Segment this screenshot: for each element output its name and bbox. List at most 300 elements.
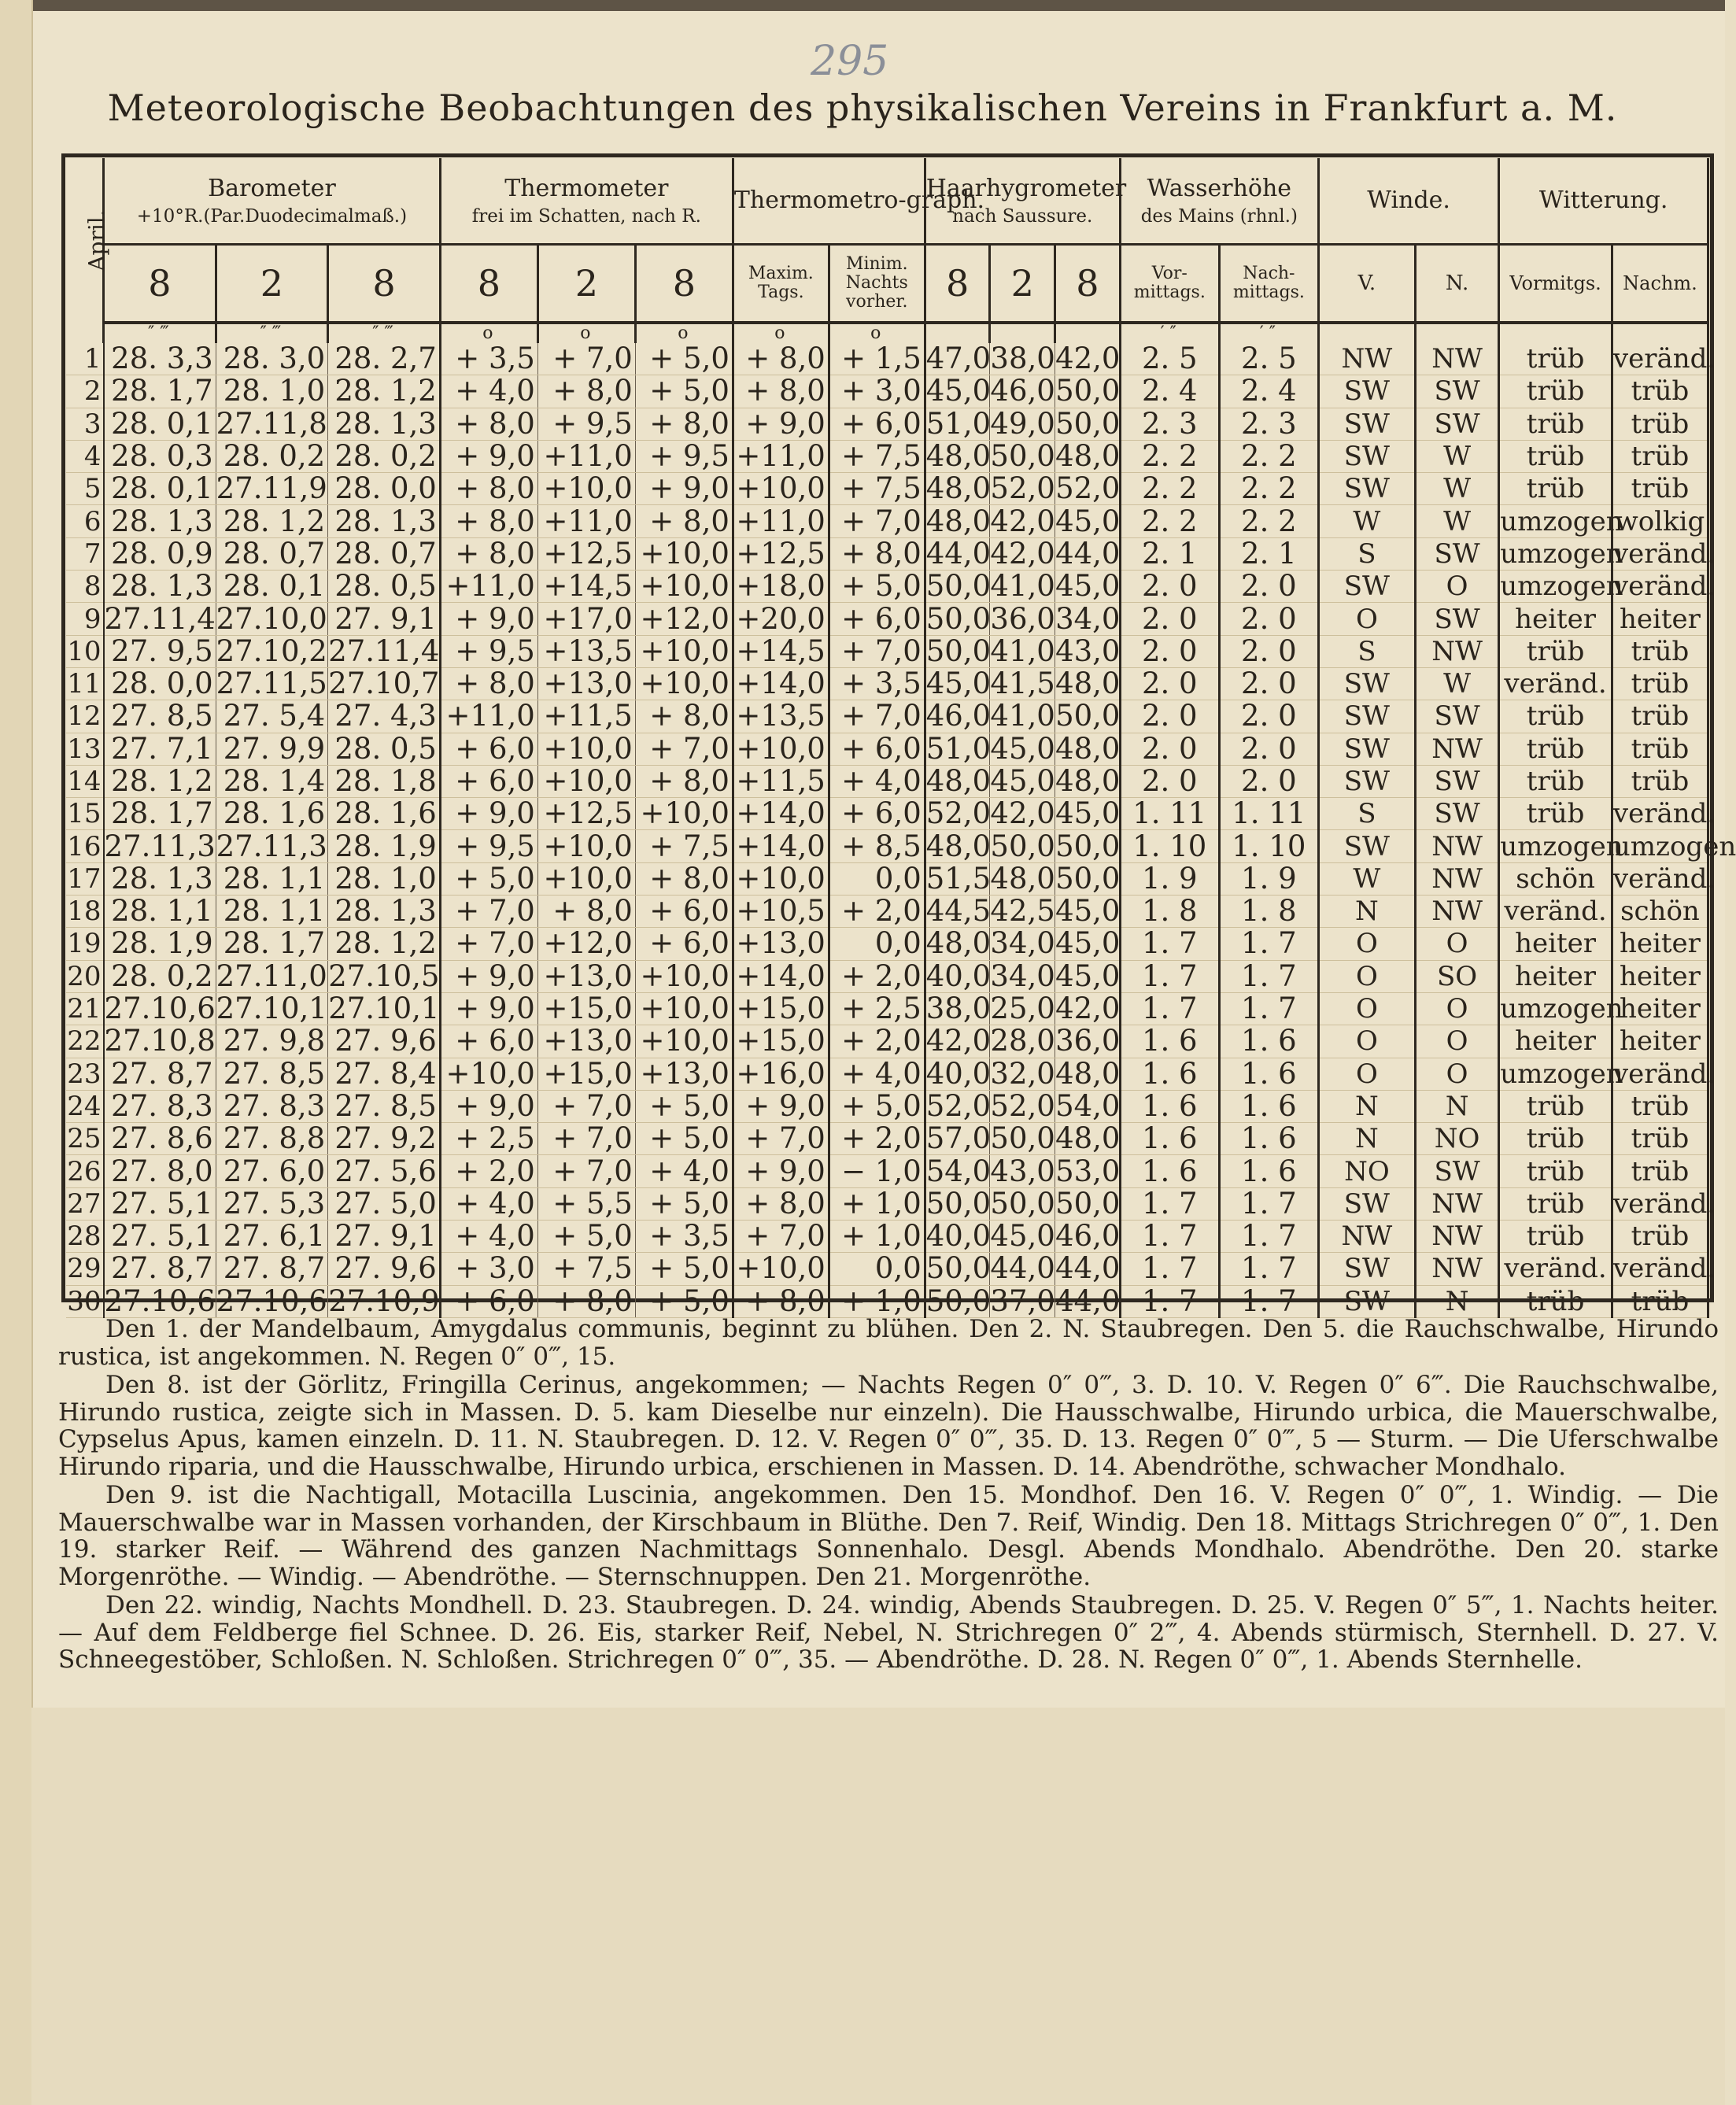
water-vormittags: 1. 10 (1120, 830, 1219, 862)
barometer-header: Barometer +10°R.(Par.Duodecimalmaß.) (104, 158, 441, 245)
day-cell: 24 (66, 1090, 104, 1122)
thermometer-8: + 7,0 (440, 896, 537, 928)
table-row (66, 505, 1708, 537)
hygrometer-8b: 50,0 (1055, 861, 1121, 896)
barometer-8: 27. 5,1 (104, 1187, 216, 1220)
table-row (66, 830, 1708, 862)
weather-morning: trüb (1499, 798, 1612, 830)
thermograph-min: + 3,5 (829, 667, 925, 700)
thermometer-2: +11,0 (537, 440, 635, 472)
hyg-8-header: 8 (925, 245, 990, 323)
thermometer-8: +11,0 (440, 700, 537, 733)
wind-morning: SW (1318, 1187, 1415, 1220)
table-row (66, 700, 1708, 733)
barometer-8b: 28. 1,3 (328, 408, 441, 440)
barometer-8b: 27. 8,4 (328, 1058, 441, 1090)
water-nachmittags: 1. 7 (1219, 1285, 1318, 1317)
weather-morning: veränd. (1499, 1253, 1612, 1285)
barometer-8b: 27. 9,2 (328, 1123, 441, 1155)
min-header: Minim. Nachts vorher. (829, 245, 925, 323)
thermometer-8: + 9,0 (440, 992, 537, 1025)
day-cell: 22 (66, 1025, 104, 1058)
weather-morning: umzogen (1500, 1058, 1623, 1090)
day-cell: 10 (66, 635, 104, 667)
weather-morning: veränd. (1499, 667, 1612, 700)
wind-afternoon: SW (1415, 537, 1498, 570)
bar-2-header: 2 (216, 245, 328, 323)
weather-morning: heiter (1499, 960, 1612, 992)
weather-afternoon: umzogen (1612, 830, 1736, 862)
wind-afternoon: W (1415, 505, 1498, 537)
weather-afternoon: trüb (1612, 700, 1708, 733)
thermometer-8: + 5,0 (440, 862, 537, 895)
wind-n-header: N. (1415, 245, 1498, 323)
weather-morning: heiter (1499, 603, 1612, 635)
thermograph-min: + 7,5 (829, 440, 925, 472)
water-vormittags: 1. 7 (1120, 928, 1219, 960)
day-cell: 26 (66, 1155, 104, 1187)
wind-afternoon: SW (1415, 375, 1498, 408)
water-vormittags: 1. 6 (1120, 1155, 1219, 1187)
day-cell: 5 (66, 473, 104, 505)
barometer-8: 28. 0,1 (104, 473, 216, 505)
barometer-8b: 28. 1,9 (328, 830, 441, 862)
barometer-2: 28. 0,1 (216, 571, 328, 603)
water-nachmittags: 2. 0 (1219, 571, 1318, 603)
wind-afternoon: NW (1415, 343, 1498, 375)
thermograph-min: + 4,0 (829, 765, 925, 797)
unit-blank (990, 323, 1055, 343)
hygrometer-8: 50,0 (925, 1186, 992, 1221)
wind-morning: SW (1318, 1285, 1415, 1317)
hygrometer-8b: 46,0 (1055, 1219, 1121, 1254)
wind-morning: SW (1318, 473, 1415, 505)
wind-afternoon: SW (1415, 798, 1498, 830)
thermograph-min: + 5,0 (829, 571, 925, 603)
hygrometer-2: 41,0 (990, 633, 1055, 668)
day-cell: 2 (66, 375, 104, 408)
barometer-8: 27. 5,1 (104, 1221, 216, 1253)
day-cell: 6 (66, 505, 104, 537)
wind-morning: O (1318, 1058, 1415, 1090)
barometer-2: 27. 8,8 (216, 1123, 328, 1155)
barometer-8: 28. 0,0 (104, 667, 216, 700)
thermometer-8: + 2,5 (440, 1123, 537, 1155)
barometer-2: 27. 5,3 (216, 1187, 328, 1220)
barometer-8b: 27.11,4 (328, 633, 440, 668)
barometer-8: 28. 1,7 (104, 798, 216, 830)
unit-ws1: ′ ″ (1120, 323, 1219, 343)
barometer-8b: 27. 5,6 (328, 1155, 441, 1187)
hygrometer-8b: 48,0 (1055, 764, 1121, 798)
thermometer-8b: +10,0 (635, 992, 733, 1025)
hygrometer-2: 42,0 (990, 796, 1055, 831)
thermograph-max: +14,0 (733, 960, 829, 992)
hygrometer-2: 50,0 (990, 1186, 1055, 1221)
weather-afternoon: trüb (1612, 1221, 1708, 1253)
wind-morning: O (1318, 928, 1415, 960)
hygrometer-8: 48,0 (925, 471, 992, 506)
table-row (66, 928, 1708, 960)
hygrometer-2: 42,0 (990, 504, 1055, 538)
unit-deg5: o (829, 323, 925, 343)
barometer-2: 27.10,0 (216, 601, 327, 636)
wind-afternoon: NW (1415, 1253, 1498, 1285)
bar-8-header: 8 (104, 245, 216, 323)
wind-morning: O (1318, 960, 1415, 992)
thermograph-min: + 7,5 (829, 473, 925, 505)
hygrometer-8b: 45,0 (1055, 926, 1121, 961)
wind-afternoon: N (1415, 1090, 1498, 1122)
table-row (66, 1253, 1708, 1285)
barometer-2: 27.11,0 (216, 958, 327, 993)
hygrometer-2: 34,0 (990, 926, 1055, 961)
thermometer-8: + 3,5 (440, 343, 537, 375)
table-row (66, 1187, 1708, 1220)
thermometer-2: + 7,0 (537, 343, 635, 375)
unit-bar2: ″ ‴ (216, 323, 328, 343)
water-vormittags: 2. 0 (1120, 733, 1219, 765)
thermograph-max: +14,0 (733, 798, 829, 830)
day-cell: 23 (66, 1058, 104, 1090)
wind-afternoon: NW (1415, 635, 1498, 667)
barometer-8b: 28. 0,2 (328, 440, 441, 472)
unit-blank (1415, 323, 1498, 343)
wind-afternoon: NW (1415, 862, 1498, 895)
hygrometer-2: 32,0 (990, 1056, 1055, 1091)
day-cell: 20 (66, 960, 104, 992)
barometer-2: 28. 1,4 (216, 765, 328, 797)
hygrometer-8b: 45,0 (1055, 504, 1121, 538)
thermograph-min: + 2,0 (829, 1123, 925, 1155)
thermometer-8b: + 4,0 (635, 1155, 733, 1187)
water-vormittags: 2. 2 (1120, 440, 1219, 472)
water-nachmittags: 2. 2 (1219, 440, 1318, 472)
hygrometer-8b: 44,0 (1055, 1283, 1121, 1318)
water-vormittags: 2. 1 (1120, 537, 1219, 570)
thermograph-min: + 1,0 (829, 1187, 925, 1220)
wind-afternoon: SW (1415, 408, 1498, 440)
weather-afternoon: veränd. (1612, 343, 1716, 375)
thermograph-max: + 7,0 (733, 1221, 829, 1253)
hygrometer-8b: 50,0 (1055, 374, 1121, 408)
thermometer-8b: +10,0 (635, 1025, 733, 1058)
barometer-2: 28. 1,6 (216, 798, 328, 830)
hygrometer-8b: 50,0 (1055, 1186, 1121, 1221)
thermograph-max: +10,0 (733, 733, 829, 765)
water-nachmittags: 2. 0 (1219, 765, 1318, 797)
barometer-2: 28. 1,1 (216, 896, 328, 928)
therm-8-header: 8 (440, 245, 537, 323)
wind-afternoon: SW (1415, 1155, 1498, 1187)
weather-afternoon: heiter (1612, 1025, 1708, 1058)
thermometer-8b: + 7,0 (635, 733, 733, 765)
hygrometer-8: 54,0 (925, 1154, 992, 1188)
barometer-2: 28. 0,7 (216, 537, 328, 570)
wind-morning: O (1318, 1025, 1415, 1058)
wind-morning: S (1318, 537, 1415, 570)
thermometer-8: + 3,0 (440, 1253, 537, 1285)
thermometer-2: +15,0 (537, 1058, 635, 1090)
water-vormittags: 1. 6 (1120, 1123, 1219, 1155)
water-vormittags: 1. 7 (1120, 992, 1219, 1025)
thermometer-2: + 8,0 (537, 896, 635, 928)
april-header: April. (66, 158, 104, 323)
barometer-8: 27. 8,7 (104, 1253, 216, 1285)
barometer-2: 28. 3,0 (216, 343, 328, 375)
thermograph-max: + 9,0 (733, 1090, 829, 1122)
wind-afternoon: NW (1415, 733, 1498, 765)
thermometer-8b: + 8,0 (635, 700, 733, 733)
wind-morning: SW (1318, 440, 1415, 472)
thermometer-2: +13,0 (537, 667, 635, 700)
wind-afternoon: NW (1415, 1221, 1498, 1253)
barometer-2: 27.10,6 (216, 1283, 327, 1318)
weather-afternoon: veränd. (1612, 537, 1716, 570)
water-nachmittags: 1. 7 (1219, 1187, 1318, 1220)
thermometer-8b: +10,0 (635, 960, 733, 992)
day-cell: 11 (66, 667, 104, 700)
thermometer-2: + 5,0 (537, 1221, 635, 1253)
table-row (66, 765, 1708, 797)
barometer-2: 27.10,2 (216, 633, 327, 668)
water-nachmittags: 1. 7 (1219, 1253, 1318, 1285)
water-nachmittags: 2. 0 (1219, 700, 1318, 733)
day-cell: 25 (66, 1123, 104, 1155)
wind-morning: SW (1318, 830, 1415, 862)
hygrometer-2: 43,0 (990, 1154, 1055, 1188)
thermometer-8: + 9,0 (440, 440, 537, 472)
hygrometer-2: 41,0 (990, 569, 1055, 604)
hygrometer-header: Haarhygrometer nach Saussure. (925, 158, 1120, 245)
therm-2-header: 2 (537, 245, 635, 323)
weather-morning: trüb (1499, 473, 1612, 505)
thermograph-max: +11,5 (733, 765, 829, 797)
weather-afternoon: schön (1612, 896, 1708, 928)
hygrometer-8: 57,0 (925, 1121, 992, 1156)
wind-morning: W (1318, 505, 1415, 537)
hygrometer-8: 51,0 (925, 731, 992, 766)
water-nachmittags: 1. 11 (1219, 798, 1318, 830)
barometer-8b: 28. 1,3 (328, 505, 441, 537)
barometer-8b: 27.10,7 (328, 667, 440, 701)
hygrometer-2: 50,0 (990, 439, 1055, 474)
hygrometer-8b: 43,0 (1055, 633, 1121, 668)
unit-bar3: ″ ‴ (328, 323, 441, 343)
unit-deg3: o (635, 323, 733, 343)
wind-afternoon: SW (1415, 700, 1498, 733)
hygrometer-2: 37,0 (990, 1283, 1055, 1318)
barometer-8: 27. 8,5 (104, 700, 216, 733)
thermometer-8: + 9,5 (440, 830, 537, 862)
weather-afternoon: trüb (1612, 473, 1708, 505)
thermometer-2: + 7,0 (537, 1155, 635, 1187)
thermometer-2: +12,5 (537, 537, 635, 570)
wind-afternoon: O (1415, 1025, 1498, 1058)
water-vormittags: 1. 7 (1120, 1187, 1219, 1220)
blank-page-area (31, 1708, 1725, 2105)
hygrometer-2: 41,5 (990, 667, 1055, 701)
barometer-8: 28. 0,2 (104, 960, 216, 992)
weather-morning: trüb (1499, 1090, 1612, 1122)
weather-afternoon: trüb (1612, 375, 1708, 408)
barometer-8: 27.10,8 (104, 1024, 216, 1058)
barometer-8b: 28. 2,7 (328, 343, 441, 375)
hygrometer-8: 48,0 (925, 764, 992, 798)
barometer-8: 27. 8,3 (104, 1090, 216, 1122)
thermometer-8b: + 6,0 (635, 928, 733, 960)
hygrometer-8b: 54,0 (1055, 1088, 1121, 1123)
thermometer-2: +10,0 (537, 862, 635, 895)
hygrometer-8: 44,0 (925, 536, 992, 571)
barometer-8b: 28. 1,2 (328, 375, 441, 408)
thermograph-header: Thermometro-graph. (733, 158, 925, 245)
hygrometer-8b: 48,0 (1055, 1056, 1121, 1091)
water-vormittags: 1. 7 (1120, 1221, 1219, 1253)
hygrometer-8: 44,5 (925, 894, 992, 929)
barometer-8b: 28. 1,3 (328, 896, 441, 928)
water-nach-header: Nach-mittags. (1219, 245, 1318, 323)
thermograph-min: 0,0 (829, 928, 925, 960)
barometer-2: 27. 5,4 (216, 700, 328, 733)
weather-vor-header: Vormitgs. (1499, 245, 1612, 323)
water-vormittags: 1. 6 (1120, 1025, 1219, 1058)
table-row (66, 375, 1708, 408)
water-nachmittags: 2. 0 (1219, 603, 1318, 635)
thermometer-8b: + 5,0 (635, 1090, 733, 1122)
weather-afternoon: heiter (1612, 960, 1708, 992)
thermograph-max: +14,5 (733, 635, 829, 667)
barometer-2: 28. 1,7 (216, 928, 328, 960)
day-cell: 21 (66, 992, 104, 1025)
thermograph-min: + 3,0 (829, 375, 925, 408)
thermometer-8: + 9,0 (440, 798, 537, 830)
thermograph-min: + 2,0 (829, 896, 925, 928)
weather-afternoon: trüb (1612, 667, 1708, 700)
hygrometer-2: 34,0 (990, 958, 1055, 993)
weather-afternoon: veränd. (1612, 1187, 1716, 1220)
water-nachmittags: 2. 0 (1219, 733, 1318, 765)
hygrometer-8: 50,0 (925, 569, 992, 604)
binding-margin (0, 0, 33, 2105)
thermometer-8: + 8,0 (440, 473, 537, 505)
barometer-8b: 27.10,9 (328, 1283, 440, 1318)
thermograph-min: 0,0 (829, 1253, 925, 1285)
barometer-8b: 28. 1,2 (328, 928, 441, 960)
thermometer-2: +10,0 (537, 765, 635, 797)
weather-morning: umzogen (1500, 537, 1623, 570)
water-vormittags: 1. 7 (1120, 1285, 1219, 1317)
note-paragraph: Den 8. ist der Görlitz, Fringilla Cerinus, angekommen; — Nachts Regen 0″ 0‴, 3. D. 10. V. Regen 0″ 6‴. Die Rauchschwalbe, Hirundo rustica, zeigte sich in Massen. D. 5. kam Dieselbe nur einzeln). Die Hausschwalbe, Hirundo urbica, die Mauerschwalbe, Cypselus Apus, kamen einzeln. D. 11. N. Staubregen. D. 12. V. Regen 0″ 0‴, 35. D. 13. Regen 0″ 0‴, 5 — Sturm. — Die Uferschwalbe Hirundo riparia, und die Hausschwalbe, Hirundo urbica, erschienen in Massen. D. 14. Abendröthe, schwacher Mondhalo. (58, 1371, 1719, 1481)
thermometer-8b: + 5,0 (635, 375, 733, 408)
day-cell: 14 (66, 765, 104, 797)
thermograph-max: +13,5 (733, 700, 829, 733)
day-cell: 19 (66, 928, 104, 960)
weather-morning: trüb (1499, 1123, 1612, 1155)
hygrometer-2: 49,0 (990, 406, 1055, 441)
table-row (66, 537, 1708, 570)
thermograph-max: +12,5 (733, 537, 829, 570)
barometer-2: 27. 8,7 (216, 1253, 328, 1285)
observations-body (66, 342, 1736, 1318)
winds-header: Winde. (1318, 158, 1498, 245)
barometer-2: 27. 8,3 (216, 1090, 328, 1122)
hyg-8b-header: 8 (1055, 245, 1121, 323)
barometer-2: 27.11,3 (216, 829, 327, 863)
water-vormittags: 1. 11 (1120, 798, 1219, 830)
table-row (66, 571, 1708, 603)
weather-afternoon: trüb (1612, 1155, 1708, 1187)
weather-morning: trüb (1499, 635, 1612, 667)
hygrometer-8: 47,0 (925, 342, 992, 376)
water-nachmittags: 1. 7 (1219, 928, 1318, 960)
barometer-2: 27.10,1 (216, 992, 327, 1026)
unit-deg1: o (440, 323, 537, 343)
weather-morning: heiter (1499, 1025, 1612, 1058)
table-row (66, 1090, 1708, 1122)
page-top-edge (0, 0, 1725, 11)
thermometer-2: +12,5 (537, 798, 635, 830)
thermometer-2: +13,0 (537, 960, 635, 992)
barometer-2: 27.11,8 (216, 406, 327, 441)
barometer-8b: 27. 9,6 (328, 1253, 441, 1285)
wind-v-header: V. (1318, 245, 1415, 323)
hygrometer-8: 40,0 (925, 1056, 992, 1091)
hygrometer-8b: 44,0 (1055, 1251, 1121, 1286)
hygrometer-2: 52,0 (990, 471, 1055, 506)
thermometer-8b: + 3,5 (635, 1221, 733, 1253)
thermograph-min: + 4,0 (829, 1058, 925, 1090)
thermograph-max: +10,0 (733, 473, 829, 505)
thermometer-2: +13,5 (537, 635, 635, 667)
thermograph-max: + 8,0 (733, 1187, 829, 1220)
thermograph-min: + 7,0 (829, 635, 925, 667)
hygrometer-8: 45,0 (925, 374, 992, 408)
table-row (66, 440, 1708, 472)
barometer-8: 28. 3,3 (104, 343, 216, 375)
wind-afternoon: N (1415, 1285, 1498, 1317)
water-vormittags: 1. 6 (1120, 1058, 1219, 1090)
thermometer-8b: + 5,0 (635, 343, 733, 375)
thermograph-min: + 1,5 (829, 343, 925, 375)
weather-afternoon: trüb (1612, 635, 1708, 667)
water-nachmittags: 2. 2 (1219, 473, 1318, 505)
barometer-8b: 27. 9,1 (328, 603, 441, 635)
day-cell: 13 (66, 733, 104, 765)
weather-morning: umzogen (1500, 830, 1623, 862)
thermometer-8b: +13,0 (635, 1058, 733, 1090)
thermograph-min: + 2,0 (829, 960, 925, 992)
wind-morning: W (1318, 862, 1415, 895)
weather-morning: trüb (1499, 343, 1612, 375)
wind-morning: O (1318, 992, 1415, 1025)
thermograph-min: + 5,0 (829, 1090, 925, 1122)
hygrometer-8b: 48,0 (1055, 439, 1121, 474)
weather-header: Witterung. (1499, 158, 1708, 245)
barometer-8b: 27. 9,1 (328, 1221, 441, 1253)
thermometer-2: +10,0 (537, 473, 635, 505)
thermograph-min: + 6,0 (829, 603, 925, 635)
thermometer-2: + 7,5 (537, 1253, 635, 1285)
day-cell: 30 (66, 1285, 104, 1317)
day-cell: 8 (66, 571, 104, 603)
hygrometer-8: 45,0 (925, 667, 992, 701)
barometer-2: 27. 9,9 (216, 733, 328, 765)
hygrometer-2: 45,0 (990, 1219, 1055, 1254)
thermograph-min: + 8,5 (829, 830, 925, 862)
thermograph-min: + 7,0 (829, 505, 925, 537)
thermometer-2: + 8,0 (537, 375, 635, 408)
